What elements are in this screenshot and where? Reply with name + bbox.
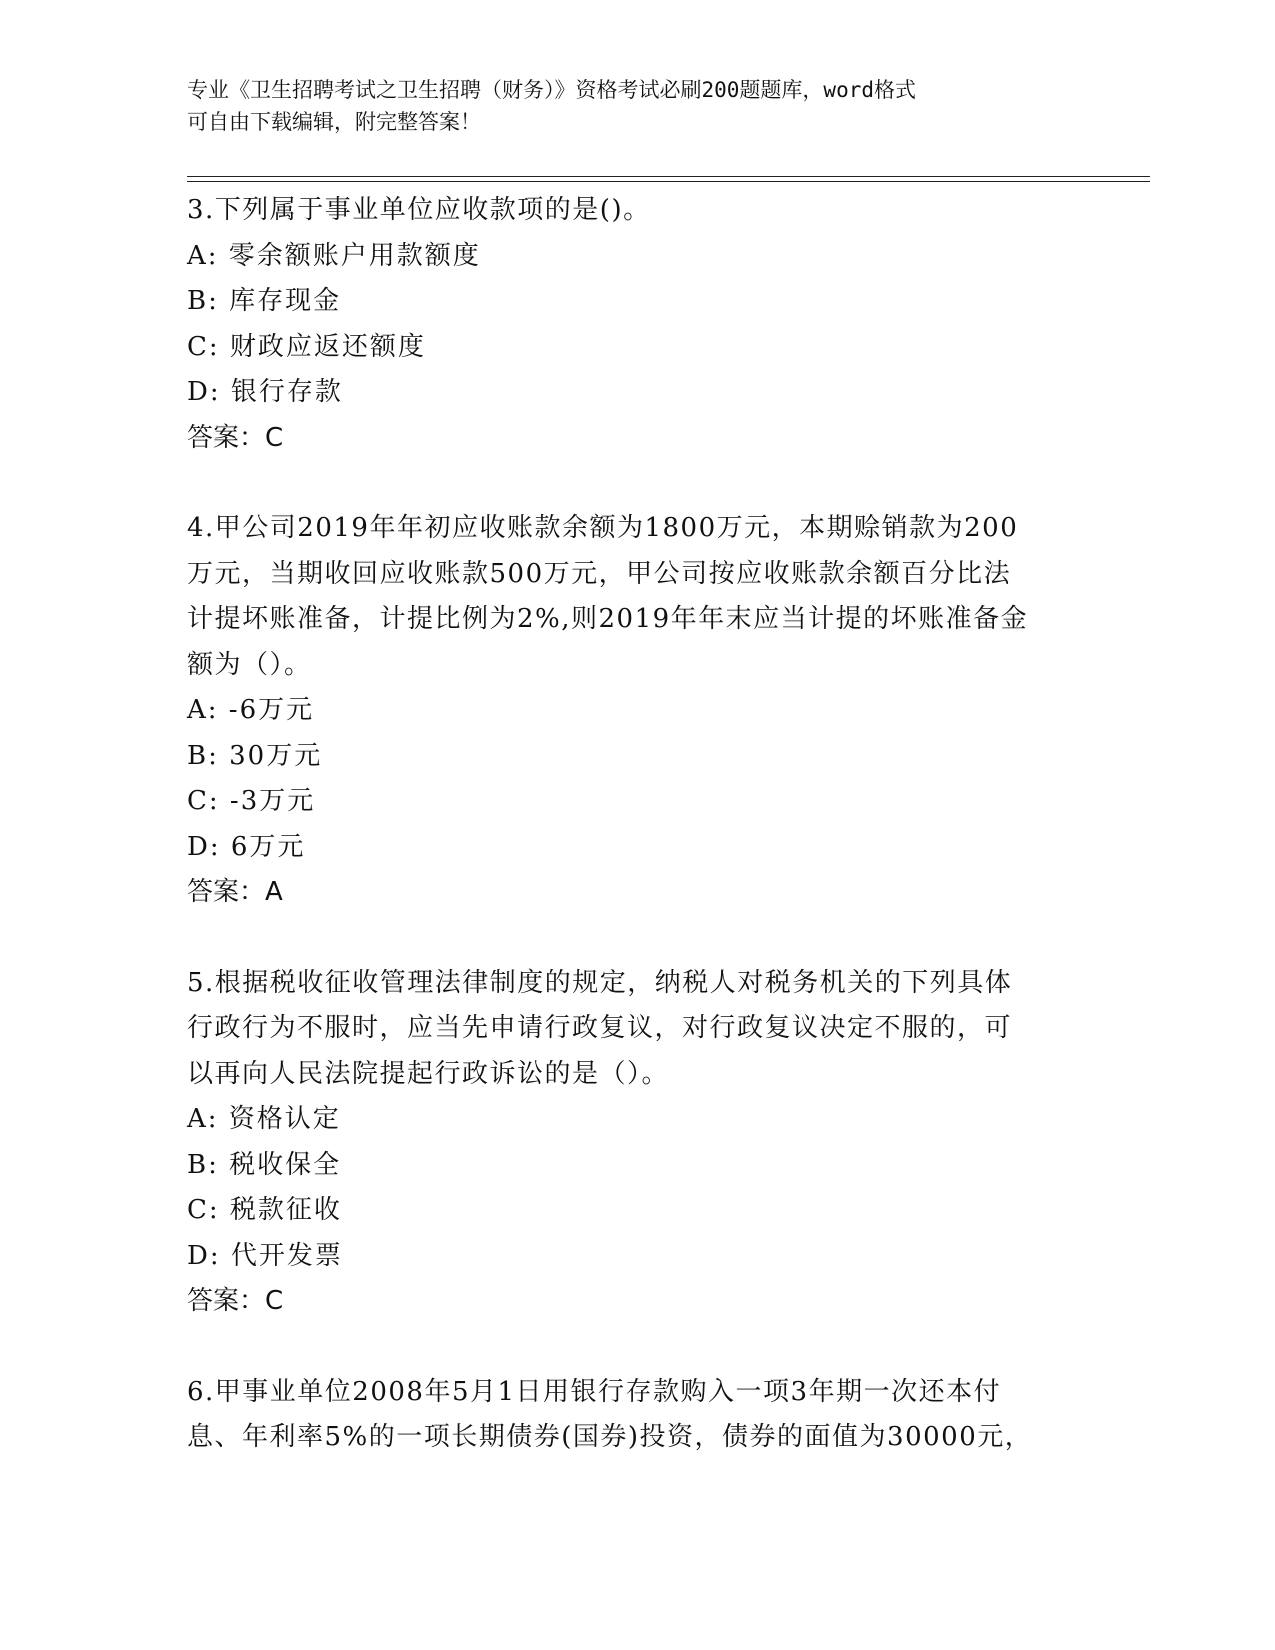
document-header [187,74,1087,138]
answer-line: 答案：A [187,877,283,907]
stem-line: 额为（）。 [187,649,312,680]
option-c: C: 财政应返还额度 [187,331,426,362]
question-stem [187,1370,1087,1461]
question-6 [187,1370,1087,1461]
option-a: A: 零余额账户用款额度 [187,240,481,271]
option-d: D: 银行存款 [187,377,343,407]
question-stem [187,188,1087,234]
option-c: C: 税款征收 [187,1195,342,1225]
question-3 [187,188,1087,461]
stem-line: 6.甲事业单位2008年5月1日用银行存款购入一项3年期一次还本付 [187,1376,1002,1407]
option-b: B: 税收保全 [187,1149,342,1180]
stem-line: 计提坏账准备，计提比例为2%,则2019年年末应当计提的坏账准备金 [187,604,1029,634]
option-b: B: 30万元 [187,740,323,771]
header-divider-top [187,176,1150,177]
stem-line: 万元，当期收回应收账款500万元，甲公司按应收账款余额百分比法 [187,558,1012,589]
header-divider-bottom [187,181,1150,182]
header-line-1: 专业《卫生招聘考试之卫生招聘（财务）》资格考试必刷200题题库，word格式 [187,78,916,102]
stem-line: 行政行为不服时，应当先申请行政复议，对行政复议决定不服的，可 [187,1013,1013,1043]
option-d: D: 6万元 [187,831,306,862]
option-c: C: -3万元 [187,786,316,816]
answer-line: 答案：C [187,422,284,453]
answer-line: 答案：C [187,1286,284,1316]
option-a: A: -6万元 [187,695,315,725]
stem-line: 4.甲公司2019年年初应收账款余额为1800万元，本期赊销款为200 [187,513,1019,543]
stem-line: 息、年利率5%的一项长期债券(国券)投资，债券的面值为30000元， [187,1422,1033,1452]
question-stem [187,506,1087,688]
question-4 [187,506,1087,916]
option-d: D: 代开发票 [187,1240,343,1271]
header-line-2: 可自由下载编辑，附完整答案！ [187,110,481,134]
question-stem [187,961,1087,1098]
option-a: A: 资格认定 [187,1104,341,1134]
option-b: B: 库存现金 [187,286,342,316]
question-list [187,188,1087,1506]
question-5 [187,961,1087,1325]
stem-line: 以再向人民法院提起行政诉讼的是（）。 [187,1058,670,1089]
stem-line: 5.根据税收征收管理法律制度的规定，纳税人对税务机关的下列具体 [187,967,1013,998]
stem-line: 3.下列属于事业单位应收款项的是()。 [187,195,651,225]
